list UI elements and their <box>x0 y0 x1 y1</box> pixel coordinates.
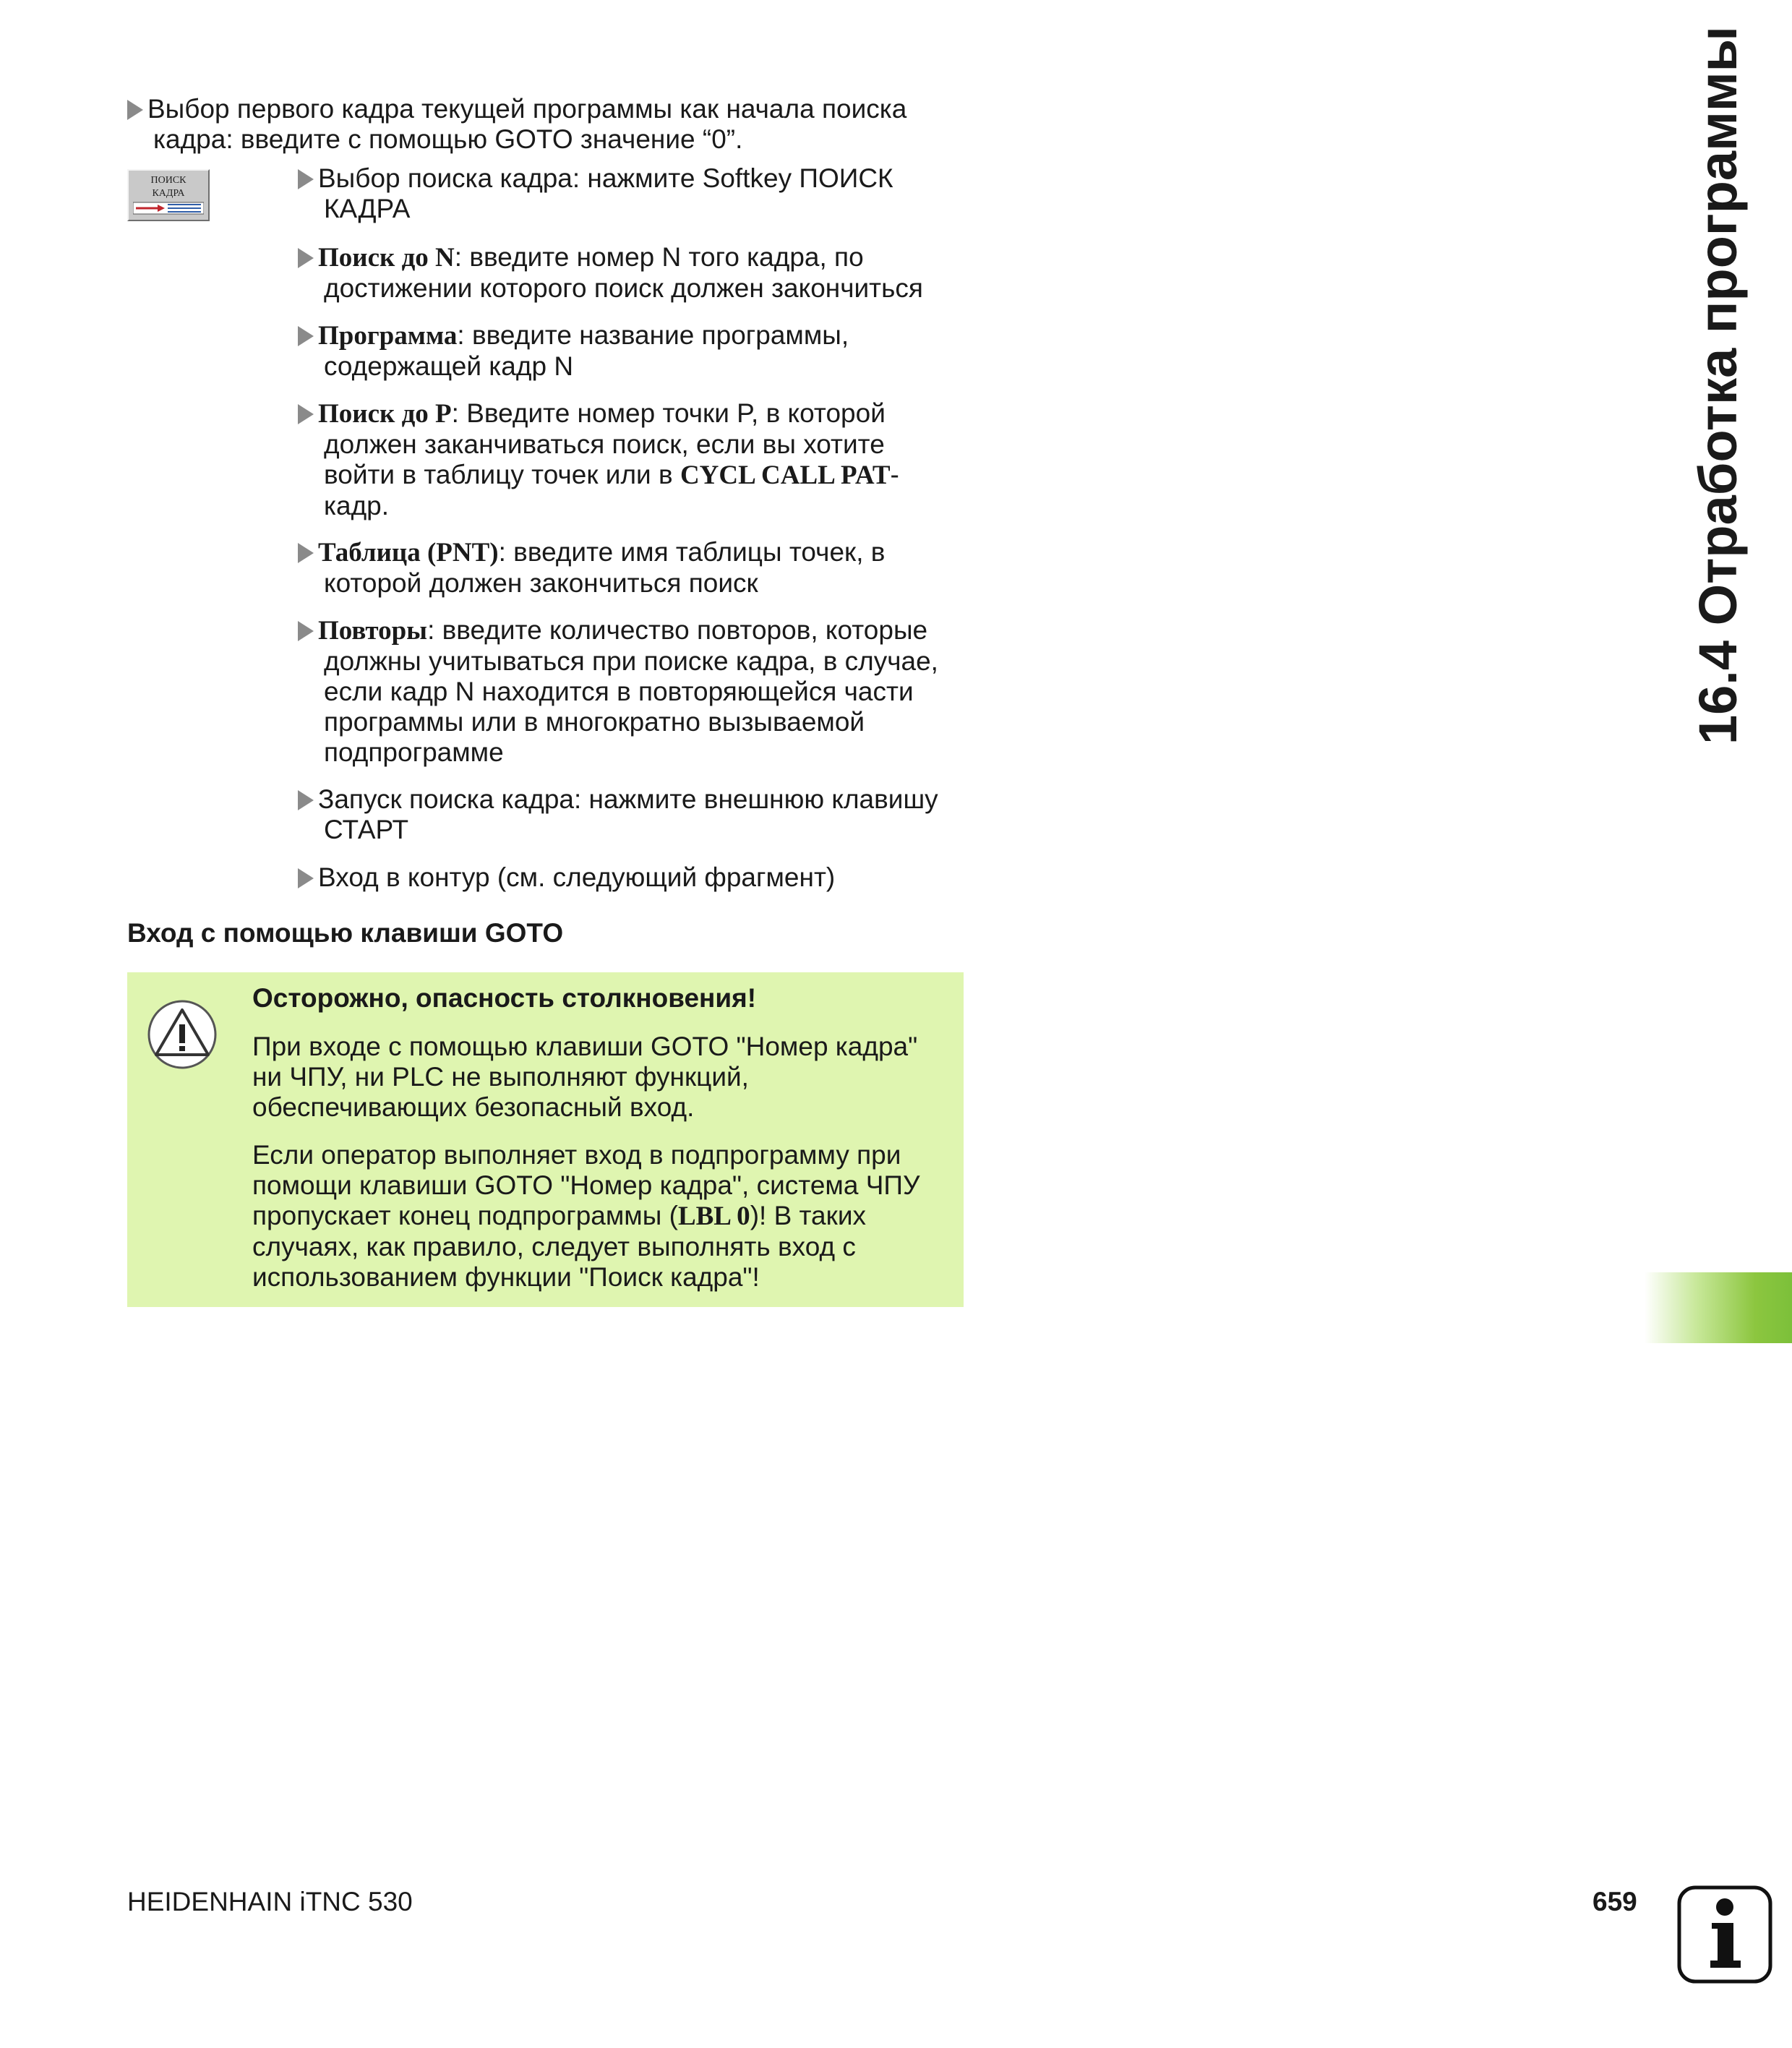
step-text: войти в таблицу точек или в <box>324 460 680 489</box>
step-point-table <box>298 537 963 599</box>
step-term: Таблица (PNT) <box>318 538 499 567</box>
step-repetitions <box>298 615 963 768</box>
step-code-term: CYCL CALL PAT <box>679 460 891 490</box>
chapter-side-title: 16.4 Отработка программы <box>1688 26 1748 745</box>
step-text: : введите название программы, <box>457 320 849 350</box>
step-text: подпрограмме <box>324 737 504 767</box>
step-text: : введите количество повторов, которые <box>427 615 928 645</box>
warning-paragraph-1 <box>252 1032 946 1123</box>
warning-box <box>127 972 964 1307</box>
step-text: содержащей кадр N <box>324 351 574 381</box>
step-term: Поиск до N <box>318 243 455 273</box>
intro-bullet <box>127 94 966 155</box>
bullet-arrow-icon <box>298 790 314 810</box>
warning-title: Осторожно, опасность столкновения! <box>252 983 757 1013</box>
step-text: СТАРТ <box>324 815 409 844</box>
step-text: достижении которого поиск должен закончиться <box>324 273 923 303</box>
step-text: КАДРА <box>324 194 411 223</box>
warning-text: использованием функции "Поиск кадра"! <box>252 1262 760 1292</box>
step-text: кадр. <box>324 491 390 520</box>
step-text: Запуск поиска кадра: нажмите внешнюю клавишу <box>318 784 938 814</box>
warning-text: пропускает конец подпрограммы ( <box>252 1201 678 1230</box>
warning-text: случаях, как правило, следует выполнять вход с <box>252 1232 856 1261</box>
step-text: : введите номер N того кадра, по <box>454 242 864 272</box>
warning-triangle-icon <box>146 998 218 1071</box>
softkey-label-top: ПОИСК <box>150 175 187 186</box>
step-text: Выбор поиска кадра: нажмите Softkey ПОИСК <box>318 163 893 193</box>
softkey-search-block-icon <box>127 169 210 221</box>
intro-line-1 <box>127 94 906 124</box>
page-number: 659 <box>1592 1887 1637 1916</box>
warning-text: При входе с помощью клавиши GOTO "Номер кадра" <box>252 1032 918 1061</box>
step-text: должен заканчиваться поиск, если вы хотите <box>324 429 885 459</box>
bullet-arrow-icon <box>298 169 314 189</box>
step-select-block-search <box>298 163 963 224</box>
bullet-arrow-icon <box>298 621 314 641</box>
step-term: Поиск до P <box>318 399 452 429</box>
intro-text-1: Выбор первого кадра текущей программы как начала поиска <box>147 94 907 124</box>
step-text-line <box>298 460 963 491</box>
softkey-label-bottom: КАДРА <box>152 188 185 199</box>
section-heading: Вход с помощью клавиши GOTO <box>127 918 564 948</box>
step-start-search <box>298 784 963 845</box>
warning-code-term: LBL 0 <box>677 1201 750 1231</box>
step-text: программы или в многократно вызываемой <box>324 707 865 737</box>
step-text: : Введите номер точки P, в которой <box>451 398 886 428</box>
step-term: Программа <box>318 321 458 351</box>
softkey-arrow-icon <box>133 201 204 215</box>
step-text: - <box>890 460 899 489</box>
step-text: должны учитываться при поиске кадра, в случае, <box>324 646 938 676</box>
step-enter-contour <box>298 862 963 893</box>
info-icon <box>1677 1885 1772 1984</box>
bullet-arrow-icon <box>298 326 314 346</box>
step-text: : введите имя таблицы точек, в <box>498 537 886 567</box>
warning-text: ни ЧПУ, ни PLC не выполняют функций, <box>252 1062 749 1092</box>
step-text: которой должен закончиться поиск <box>324 568 758 598</box>
bullet-arrow-icon <box>298 248 314 268</box>
step-program <box>298 320 963 382</box>
step-search-to-p <box>298 398 963 521</box>
warning-text: помощи клавиши GOTO "Номер кадра", система ЧПУ <box>252 1170 920 1200</box>
bullet-arrow-icon <box>127 100 143 120</box>
step-term: Повторы <box>318 616 428 646</box>
footer-product-name: HEIDENHAIN iTNC 530 <box>127 1887 413 1916</box>
bullet-arrow-icon <box>298 868 314 888</box>
intro-line-2: кадра: введите с помощью GOTO значение “0”. <box>153 124 743 154</box>
warning-text-line <box>252 1201 946 1232</box>
step-text: если кадр N находится в повторяющейся части <box>324 677 914 706</box>
bullet-arrow-icon <box>298 543 314 563</box>
warning-text: обеспечивающих безопасный вход. <box>252 1092 695 1122</box>
warning-paragraph-2 <box>252 1140 946 1293</box>
bullet-arrow-icon <box>298 404 314 424</box>
step-text: Вход в контур (см. следующий фрагмент) <box>318 862 836 892</box>
warning-text: Если оператор выполняет вход в подпрограмму при <box>252 1140 901 1170</box>
warning-text: )! В таких <box>750 1201 866 1230</box>
chapter-tab-marker <box>1645 1272 1792 1343</box>
step-search-to-n <box>298 242 963 304</box>
